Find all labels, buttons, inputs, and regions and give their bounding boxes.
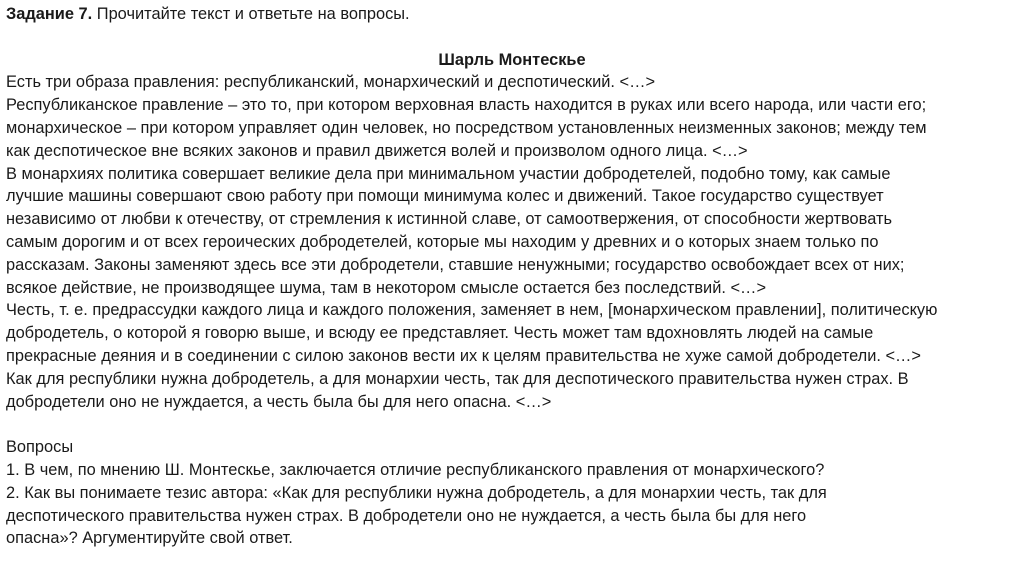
questions-section [6, 436, 1018, 550]
question-line: деспотического правительства нужен страх. В добродетели оно не нуждается, а честь была бы для него [6, 506, 807, 525]
document-page [6, 3, 1018, 550]
text-line: добродетели оно не нуждается, а честь была бы для него опасна. <…> [6, 392, 552, 411]
text-line: монархическое – при котором управляет один человек, но посредством установленных неизменных законов; между тем [6, 118, 927, 137]
text-line: всякое действие, не производящее шума, там в некотором смысле остается без последствий. <…> [6, 278, 767, 297]
spacer [6, 413, 1018, 436]
task-label: Задание 7. [6, 5, 93, 23]
task-heading [6, 3, 1018, 26]
text-title: Шарль Монтескье [438, 50, 586, 69]
text-line: Есть три образа правления: республиканский, монархический и деспотический. <…> [6, 73, 656, 92]
task-instruction: Прочитайте текст и ответьте на вопросы. [92, 5, 410, 23]
text-line: Республиканское правление – это то, при котором верховная власть находится в руках или всего народа, или части его; [6, 96, 927, 115]
text-line: добродетель, о которой я говорю выше, и всюду ее представляет. Честь может там вдохновлять людей на самые [6, 324, 874, 343]
text-line: самым дорогим и от всех героических добродетелей, которые мы находим у древних и о которых знаем только по [6, 232, 879, 251]
question-line: 2. Как вы понимаете тезис автора: «Как для республики нужна добродетель, а для монархии честь, так для [6, 483, 827, 502]
text-body [6, 71, 1018, 413]
text-line: Честь, т. е. предрассудки каждого лица и каждого положения, заменяет в нем, [монархическом правлении], политическую [6, 301, 938, 320]
question-line: опасна»? Аргументируйте свой ответ. [6, 529, 293, 548]
text-line: рассказам. Законы заменяют здесь все эти добродетели, ставшие ненужными; государство освобождает всех от них; [6, 255, 905, 274]
questions-heading: Вопросы [6, 438, 74, 457]
text-line: Как для республики нужна добродетель, а для монархии честь, так для деспотического правительства нужен страх. В [6, 369, 909, 388]
text-line: прекрасные деяния и в соединении с силою законов вести их к целям правительства не хуже самой добродетели. <…> [6, 346, 922, 365]
question-line: 1. В чем, по мнению Ш. Монтескье, заключается отличие республиканского правления от монархического? [6, 460, 825, 479]
text-line: как деспотическое вне всяких законов и правил движется волей и произволом одного лица. <…> [6, 141, 748, 160]
text-line: лучшие машины совершают свою работу при помощи минимума колес и движений. Такое государство существует [6, 187, 884, 206]
text-line: В монархиях политика совершает великие дела при минимальном участии добродетелей, подобно тому, как самые [6, 164, 891, 183]
text-line: независимо от любви к отечеству, от стремления к истинной славе, от самоотвержения, от способности жертвовать [6, 210, 893, 229]
